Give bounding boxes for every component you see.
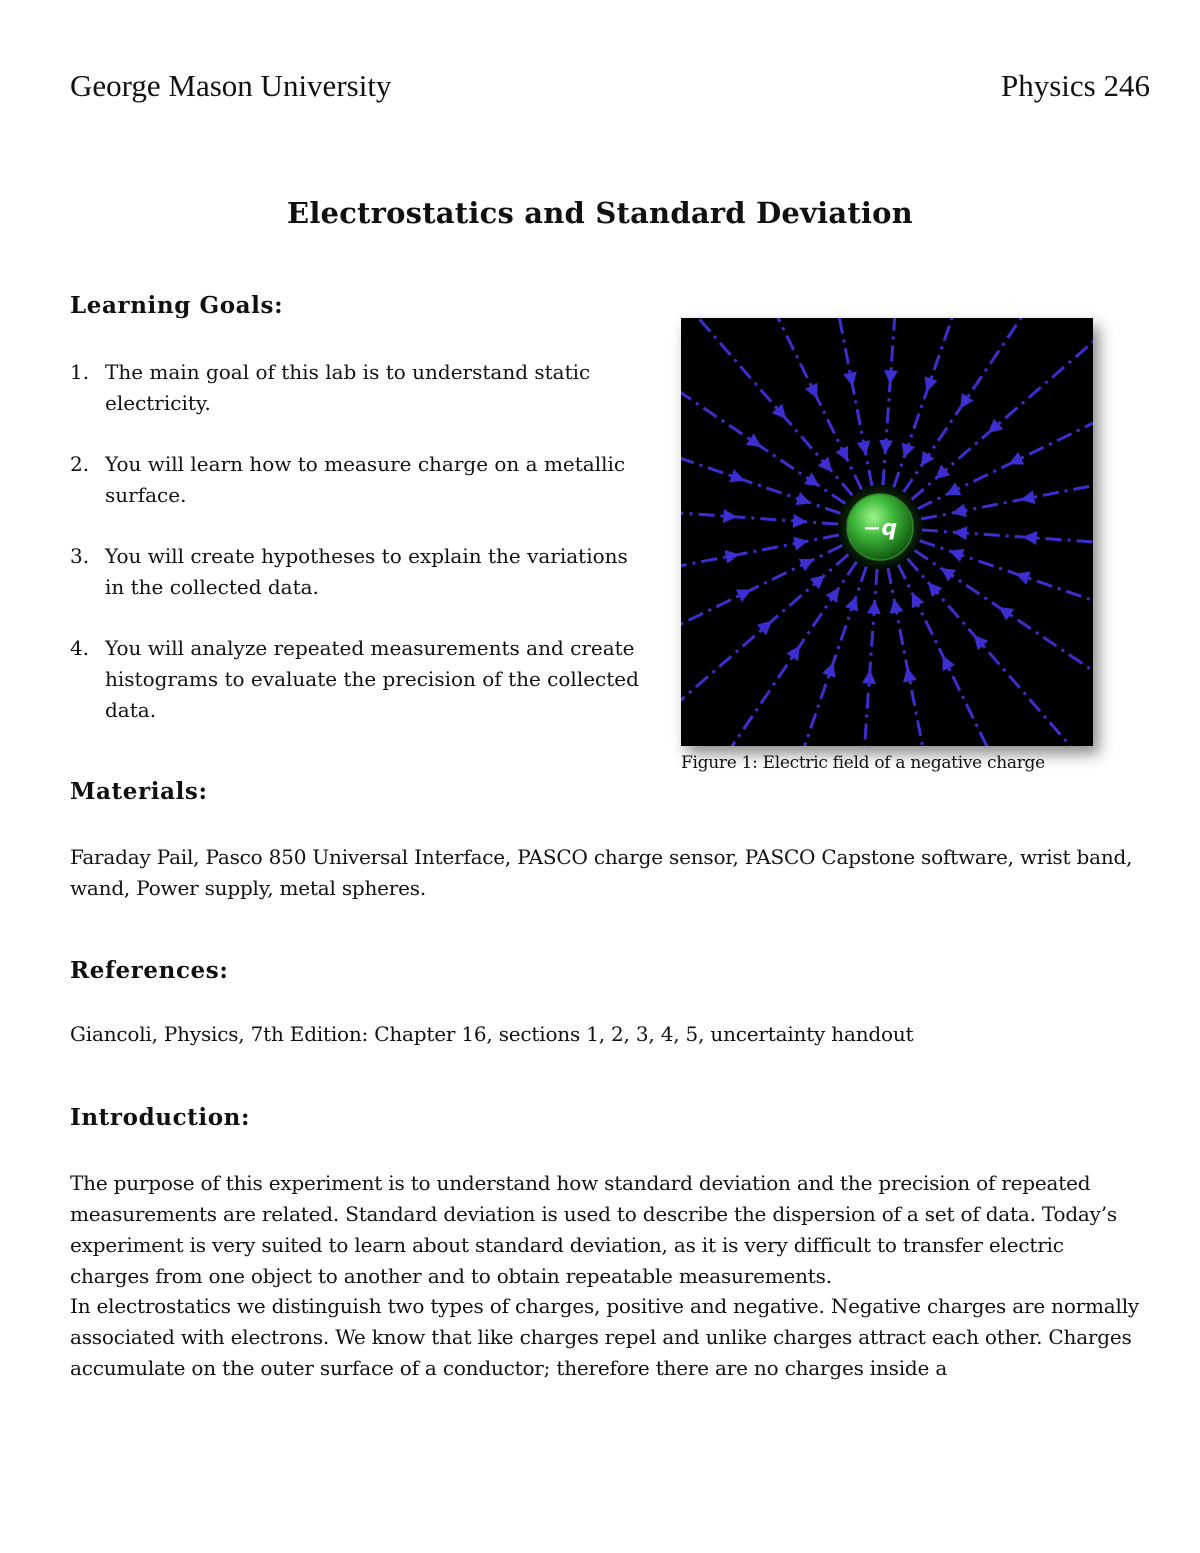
introduction-paragraph: The purpose of this experiment is to understand how standard deviation and the precision of repeated measurements are related. Standard deviation is used to describe the dispersion of a set of data. Today’s experiment is very suited to learn about standard deviation, as it is very difficult to transfer electric charges from one object to another and to obtain repeatable measurements. bbox=[70, 1171, 1117, 1288]
page-header-left: George Mason University bbox=[70, 68, 392, 103]
field-arrow-head bbox=[746, 433, 762, 447]
field-arrow-head bbox=[725, 550, 740, 564]
list-item bbox=[70, 449, 650, 511]
field-arrow-head bbox=[857, 440, 871, 455]
field-arrow-head bbox=[826, 588, 840, 604]
field-arrow-head bbox=[772, 404, 786, 419]
field-arrow-head bbox=[795, 492, 811, 505]
field-arrow-head bbox=[810, 575, 825, 589]
field-arrow-head bbox=[757, 621, 772, 635]
field-arrow-head bbox=[902, 442, 915, 458]
charge-label: −q bbox=[862, 516, 898, 541]
field-line bbox=[695, 562, 856, 746]
document-title: Electrostatics and Standard Deviation bbox=[287, 196, 913, 230]
field-arrow-head bbox=[884, 370, 898, 384]
field-arrow-head bbox=[793, 514, 807, 528]
field-line bbox=[735, 318, 861, 489]
field-arrow-head bbox=[786, 646, 800, 662]
list-item-number: 2. bbox=[70, 452, 90, 476]
materials-text: Faraday Pail, Pasco 850 Universal Interface, PASCO charge sensor, PASCO Capstone software, wrist band, wand, Power supply, metal spheres. bbox=[70, 845, 1133, 900]
field-arrow-head bbox=[818, 457, 832, 472]
field-arrow-head bbox=[843, 372, 857, 387]
learning-goals-list bbox=[70, 357, 650, 756]
learning-goals-heading: Learning Goals: bbox=[70, 292, 284, 319]
field-arrow-head bbox=[935, 465, 950, 479]
field-arrow-head bbox=[822, 662, 835, 678]
field-arrow-head bbox=[921, 451, 935, 467]
field-arrow-head bbox=[1015, 572, 1031, 585]
page-header-right: Physics 246 bbox=[1001, 68, 1150, 103]
field-arrow-head bbox=[879, 440, 893, 454]
field-line bbox=[915, 550, 1093, 711]
field-arrow-head bbox=[867, 600, 881, 614]
field-line bbox=[883, 318, 903, 485]
field-arrow-head bbox=[949, 549, 965, 562]
field-line bbox=[681, 545, 842, 671]
field-arrow-head bbox=[952, 504, 967, 518]
field-line bbox=[681, 504, 838, 524]
list-item-number: 1. bbox=[70, 360, 90, 384]
field-arrow-head bbox=[925, 376, 938, 392]
field-arrow-head bbox=[1020, 490, 1035, 504]
references-heading: References: bbox=[70, 957, 229, 984]
field-arrow-head bbox=[729, 469, 745, 482]
list-item-text: You will learn how to measure charge on a metallic surface. bbox=[105, 452, 626, 507]
list-item bbox=[70, 633, 650, 726]
materials-heading: Materials: bbox=[70, 778, 208, 805]
field-line bbox=[681, 342, 845, 503]
field-line bbox=[773, 567, 867, 746]
list-item bbox=[70, 357, 650, 419]
field-arrow-head bbox=[862, 670, 876, 684]
field-arrow-head bbox=[903, 667, 917, 682]
field-arrow-head bbox=[953, 526, 967, 540]
field-line bbox=[903, 318, 1064, 492]
field-arrow-head bbox=[941, 568, 957, 582]
field-arrow-head bbox=[890, 599, 904, 614]
field-line bbox=[894, 318, 988, 487]
field-line bbox=[888, 568, 943, 746]
electric-field-diagram bbox=[681, 318, 1093, 746]
field-arrow-head bbox=[988, 419, 1003, 433]
field-line bbox=[898, 565, 1024, 746]
list-item-text: You will create hypotheses to explain the variations in the collected data. bbox=[105, 544, 628, 599]
field-arrow-head bbox=[723, 509, 737, 523]
field-line bbox=[922, 530, 1093, 550]
field-line bbox=[681, 420, 840, 514]
field-arrow-head bbox=[845, 596, 858, 612]
list-item-text: You will analyze repeated measurements and create histograms to evaluate the precision of the collected data. bbox=[105, 636, 639, 722]
field-arrow-head bbox=[974, 635, 988, 650]
list-item-text: The main goal of this lab is to understand static electricity. bbox=[105, 360, 591, 415]
field-arrow-head bbox=[1023, 531, 1037, 545]
field-arrow-head bbox=[960, 393, 974, 409]
introduction-heading: Introduction: bbox=[70, 1104, 251, 1131]
references-text: Giancoli, Physics, 7th Edition: Chapter 16, sections 1, 2, 3, 4, 5, uncertainty handout bbox=[70, 1022, 914, 1046]
field-arrow-head bbox=[804, 473, 820, 487]
electric-field-figure bbox=[681, 318, 1093, 746]
list-item bbox=[70, 541, 650, 603]
field-arrow-head bbox=[928, 582, 942, 597]
figure-caption: Figure 1: Electric field of a negative charge bbox=[681, 753, 1045, 773]
list-item-number: 4. bbox=[70, 636, 90, 660]
field-line bbox=[857, 569, 877, 746]
field-arrow-head bbox=[999, 607, 1015, 621]
field-arrow-head bbox=[793, 537, 808, 551]
introduction-paragraph: In electrostatics we distinguish two types of charges, positive and negative. Negative charges are normally associated with electrons. We know that like charges repel and unlike charges attract each other. Charges accumulate on the outer surface of a conductor; therefore there are no charges inside a bbox=[70, 1294, 1140, 1380]
list-item-number: 3. bbox=[70, 544, 90, 568]
